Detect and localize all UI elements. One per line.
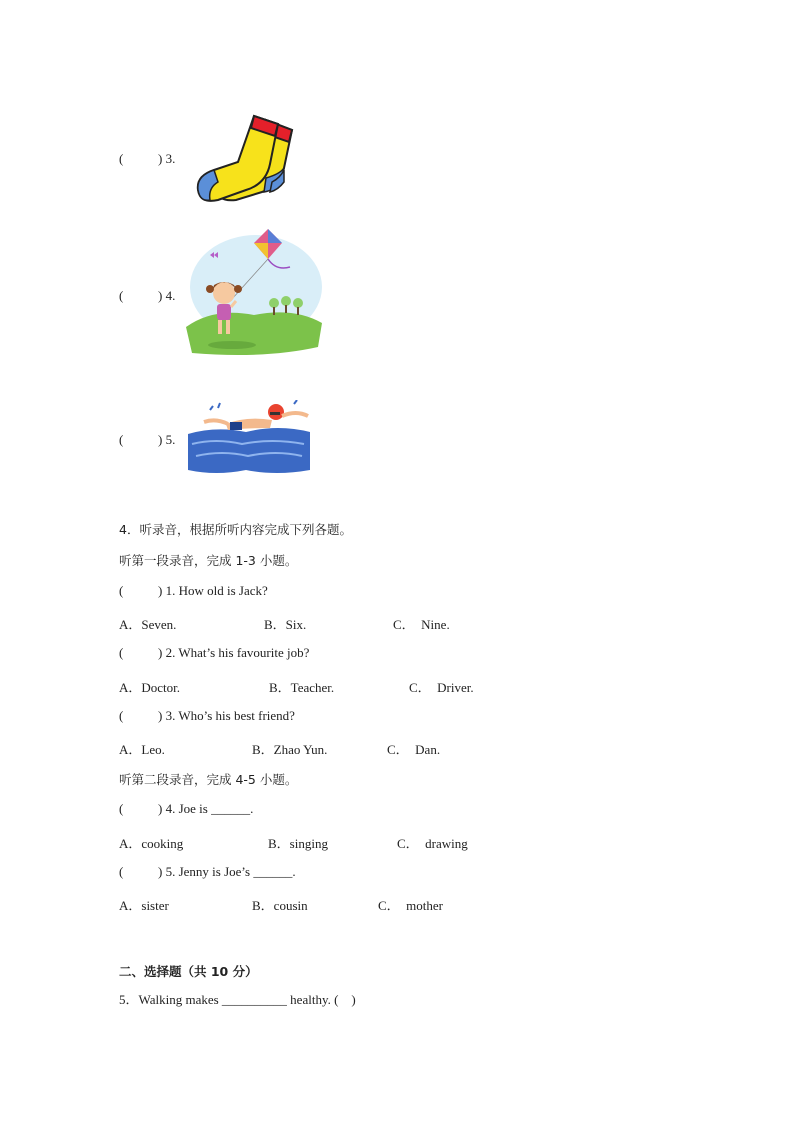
q5-text: ) 5. Jenny is Joe’s ______. <box>158 864 296 879</box>
item-number-4: ) 4. <box>158 288 176 303</box>
item-number-3: ) 3. <box>158 151 176 166</box>
socks-icon <box>196 108 306 210</box>
item-number-5: ) 5. <box>158 432 176 447</box>
q1-option-a[interactable]: A．Seven. <box>119 617 177 632</box>
q1-option-b[interactable]: B．Six. <box>264 617 307 632</box>
girl-flying-kite-icon <box>184 227 324 359</box>
q2-option-b[interactable]: B．Teacher. <box>269 680 335 695</box>
q5-option-c[interactable]: C． mother <box>378 898 443 913</box>
q3-option-b[interactable]: B．Zhao Yun. <box>252 742 328 757</box>
q3-text: ) 3. Who’s his best friend? <box>158 708 295 723</box>
q1-text: ) 1. How old is Jack? <box>158 583 268 598</box>
q5-paren: ( <box>119 864 124 879</box>
q4-option-a[interactable]: A．cooking <box>119 836 184 851</box>
swimmer-icon <box>186 400 312 474</box>
q3-option-a[interactable]: A．Leo. <box>119 742 165 757</box>
q3-option-c[interactable]: C． Dan. <box>387 742 441 757</box>
q2-option-c[interactable]: C． Driver. <box>409 680 474 695</box>
q4-option-c[interactable]: C． drawing <box>397 836 468 851</box>
paren-open-3: ( <box>119 151 124 166</box>
paren-open-4: ( <box>119 288 124 303</box>
q4-paren: ( <box>119 801 124 816</box>
section2-heading: 二、选择题（共 10 分） <box>119 964 258 979</box>
section2-question-5: 5．Walking makes __________ healthy. ( ) <box>119 992 356 1007</box>
q2-option-a[interactable]: A．Doctor. <box>119 680 181 695</box>
q5-option-a[interactable]: A．sister <box>119 898 169 913</box>
q1-option-c[interactable]: C． Nine. <box>393 617 450 632</box>
q3-paren: ( <box>119 708 124 723</box>
q2-text: ) 2. What’s his favourite job? <box>158 645 310 660</box>
q2-paren: ( <box>119 645 124 660</box>
q1-paren: ( <box>119 583 124 598</box>
q4-text: ) 4. Joe is ______. <box>158 801 254 816</box>
part1-intro: 听第一段录音，完成 1-3 小题。 <box>119 553 298 568</box>
q5-option-b[interactable]: B．cousin <box>252 898 308 913</box>
q4-option-b[interactable]: B．singing <box>268 836 328 851</box>
section4-heading: 4．听录音，根据所听内容完成下列各题。 <box>119 522 352 537</box>
part2-intro: 听第二段录音，完成 4-5 小题。 <box>119 772 298 787</box>
paren-open-5: ( <box>119 432 124 447</box>
